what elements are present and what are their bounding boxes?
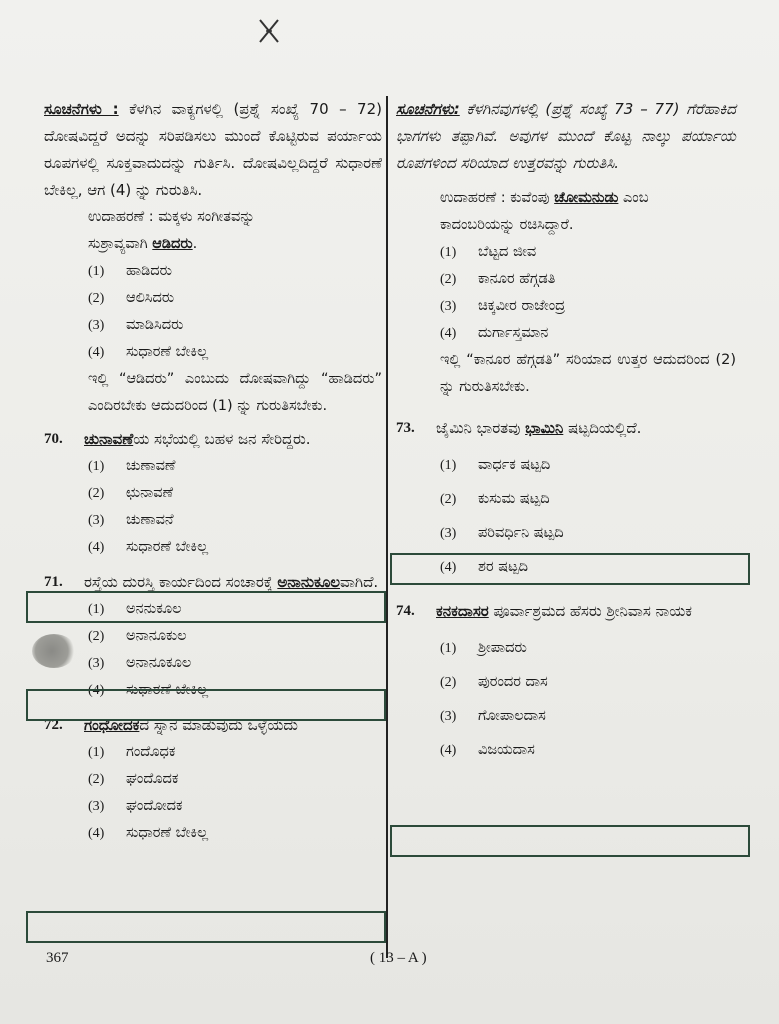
option-item-selected[interactable] xyxy=(44,534,382,561)
option-text: ವಾರ್ಧಕ ಷಟ್ಪದಿ xyxy=(478,456,551,473)
right-example-pre: ಉದಾಹರಣೆ : ಕುವೆಂಪು xyxy=(440,190,555,206)
right-column xyxy=(396,96,736,767)
question-rest: ವಾಗಿದೆ. xyxy=(340,573,379,591)
left-example-underlined-word: ಆಡಿದರು xyxy=(152,236,193,252)
option-item-selected[interactable] xyxy=(396,665,736,699)
option-item[interactable] xyxy=(396,482,736,516)
q72-options xyxy=(44,739,382,847)
answer-box-q71 xyxy=(26,689,386,721)
option-number: (2) xyxy=(88,629,105,644)
option-item xyxy=(44,258,382,285)
option-text: ವಿಜಯದಾಸ xyxy=(478,741,535,758)
option-text: ಘಂದೋದಕ xyxy=(126,798,183,814)
option-text: ಚುಣಾವನೆ xyxy=(126,512,174,528)
question-text xyxy=(436,415,736,442)
option-number: (1) xyxy=(440,245,457,260)
q70-options xyxy=(44,453,382,561)
option-number: (3) xyxy=(440,525,457,541)
answer-box-q72 xyxy=(26,911,386,943)
right-example-post: ಎಂಬ xyxy=(618,190,649,206)
option-number: (3) xyxy=(440,708,457,724)
question-73 xyxy=(396,415,736,442)
option-text: ಕಾನೂರ ಹೆಗ್ಗಡತಿ xyxy=(478,271,556,287)
option-item[interactable] xyxy=(44,739,382,766)
option-text: ಗೋಪಾಲದಾಸ xyxy=(478,707,546,724)
option-text: ಸುಧಾರಣೆ ಬೇಕಿಲ್ಲ xyxy=(126,825,209,841)
option-number: (2) xyxy=(88,291,105,306)
option-item[interactable] xyxy=(396,699,736,733)
option-number: (4) xyxy=(440,559,457,575)
option-number: (1) xyxy=(88,264,105,279)
option-text: ಛುನಾವಣೆ xyxy=(126,485,174,501)
left-example-line2 xyxy=(44,231,382,258)
right-instructions-label: ಸೂಚನೆಗಳು: xyxy=(396,100,460,118)
option-number: (1) xyxy=(88,459,105,474)
right-example-underlined-word: ಚೋಮನುಡು xyxy=(554,190,619,206)
option-number: (4) xyxy=(88,540,105,555)
question-underlined-word: ಭಾಮಿನಿ xyxy=(525,419,564,437)
right-instructions-text: ಕೆಳಗಿನವುಗಳಲ್ಲಿ (ಪ್ರಶ್ನೆ ಸಂಖ್ಯೆ 73 – 77) ಗೆರೆಹಾಕಿದ ಭಾಗಗಳು ತಪ್ಪಾಗಿವೆ. ಅವುಗಳ ಮುಂದೆ ಕೊಟ್ಟ ನಾಲ್ಕು ಪರ್ಯಾಯ ರೂಪಗಳಿಂದ ಸರಿಯಾದ ಉತ್ತರವನ್ನು ಗುರುತಿಸಿ. xyxy=(396,100,736,172)
option-text: ಹಾಡಿದರು xyxy=(126,263,172,279)
option-text: ಗಂದೊಧಕ xyxy=(126,744,176,760)
option-text: ಮಾಡಿಸಿದರು xyxy=(126,317,184,333)
option-item xyxy=(44,339,382,366)
answer-box-q73 xyxy=(390,553,750,585)
left-example-options xyxy=(44,258,382,366)
option-number: (2) xyxy=(88,772,105,787)
option-item[interactable] xyxy=(44,507,382,534)
question-pre: ಜೈಮಿನಿ ಭಾರತವು xyxy=(436,419,526,437)
option-number: (2) xyxy=(440,272,457,287)
option-text: ಬೆಟ್ಟದ ಜೀವ xyxy=(478,244,537,260)
option-number: (1) xyxy=(88,745,105,760)
option-text: ಅನನುಕೂಲ xyxy=(126,601,182,617)
left-column xyxy=(44,96,382,847)
option-number: (1) xyxy=(88,602,105,617)
option-text: ಚಿಕ್ಕವೀರ ರಾಜೇಂದ್ರ xyxy=(478,298,566,314)
option-item xyxy=(396,239,736,266)
option-number: (3) xyxy=(440,299,457,314)
question-underlined-word: ಕನಕದಾಸರ xyxy=(436,602,489,620)
option-item[interactable] xyxy=(44,623,382,650)
left-instructions-text: ಕೆಳಗಿನ ವಾಕ್ಯಗಳಲ್ಲಿ (ಪ್ರಶ್ನೆ ಸಂಖ್ಯೆ 70 – 72) ದೋಷವಿದ್ದರೆ ಅದನ್ನು ಸರಿಪಡಿಸಲು ಮುಂದೆ ಕೊಟ್ಟಿರುವ ಪರ್ಯಾಯ ರೂಪಗಳಲ್ಲಿ ಸೂಕ್ತವಾದುದನ್ನು ಗುರ್ತಿಸಿ. ದೋಷವಿಲ್ಲದಿದ್ದರೆ ಸುಧಾರಣೆ ಬೇಕಿಲ್ಲ, ಆಗ (4) ನ್ನು ಗುರುತಿಸಿ. xyxy=(44,100,382,199)
option-text: ಆಲಿಸಿದರು xyxy=(126,290,175,306)
option-number: (4) xyxy=(88,345,105,360)
right-example-line2: ಕಾದಂಬರಿಯನ್ನು ರಚಿಸಿದ್ದಾರೆ. xyxy=(440,217,574,233)
left-example-line2-post: . xyxy=(192,236,198,252)
question-number: 73. xyxy=(396,420,415,436)
left-example-line2-pre: ಸುಶ್ರಾವ್ಯವಾಗಿ xyxy=(88,236,153,252)
option-text: ಕುಸುಮ ಷಟ್ಪದಿ xyxy=(478,490,550,507)
option-text: ಚುಣಾವಣೆ xyxy=(126,458,176,474)
question-rest: ಷಟ್ಪದಿಯಲ್ಲಿದೆ. xyxy=(563,419,642,437)
question-74 xyxy=(396,598,736,625)
option-number: (2) xyxy=(88,486,105,501)
option-number: (2) xyxy=(440,674,457,690)
booklet-code: ( 13 – A ) xyxy=(370,950,427,966)
option-item[interactable] xyxy=(44,453,382,480)
option-text: ಸುಧಾರಣೆ ಬೇಕಿಲ್ಲ xyxy=(126,539,209,555)
left-instructions xyxy=(44,96,382,204)
question-rest: ಪೂರ್ವಾಶ್ರಮದ ಹೆಸರು ಶ್ರೀನಿವಾಸ ನಾಯಕ xyxy=(488,602,693,620)
question-text-main: ರಸ್ತೆಯ ದುರಸ್ತಿ ಕಾರ್ಯದಿಂದ ಸಂಚಾರಕ್ಕೆ xyxy=(84,573,273,591)
question-number: 72. xyxy=(44,717,63,733)
question-71-highlight-mark xyxy=(32,634,76,668)
option-item xyxy=(396,293,736,320)
question-rest: ದ ಸ್ನಾನ ಮಾಡುವುದು ಒಳ್ಳೆಯದು xyxy=(139,716,298,734)
question-text xyxy=(84,426,382,453)
option-item[interactable] xyxy=(396,733,736,767)
option-number: (4) xyxy=(440,326,457,341)
option-number: (4) xyxy=(88,683,105,698)
q74-options xyxy=(396,631,736,767)
option-item[interactable] xyxy=(396,516,736,550)
option-number: (2) xyxy=(440,491,457,507)
option-text: ದುರ್ಗಾಸ್ತಮಾನ xyxy=(478,325,549,341)
option-item-selected[interactable] xyxy=(396,448,736,482)
option-item xyxy=(396,320,736,347)
option-text: ಪರಿವರ್ಧಿನಿ ಷಟ್ಪದಿ xyxy=(478,524,564,541)
question-underlined-word: ಅನಾನುಕೂಲ xyxy=(277,573,340,591)
right-instructions xyxy=(396,96,736,177)
option-number: (1) xyxy=(440,457,457,473)
option-item[interactable] xyxy=(44,766,382,793)
question-number: 70. xyxy=(44,431,63,447)
option-text: ಪುರಂದರ ದಾಸ xyxy=(478,673,548,690)
option-text: ಅನಾನೂಕೂಲ xyxy=(126,655,192,671)
question-70 xyxy=(44,426,382,453)
right-example-line1 xyxy=(396,185,736,212)
option-item[interactable] xyxy=(44,480,382,507)
option-item[interactable] xyxy=(44,650,382,677)
right-example-explanation: ಇಲ್ಲಿ “ಕಾನೂರ ಹೆಗ್ಗಡತಿ” ಸರಿಯಾದ ಉತ್ತರ ಆದುದರಿಂದ (2) ನ್ನು ಗುರುತಿಸಬೇಕು. xyxy=(440,352,736,395)
column-divider xyxy=(386,96,388,958)
question-rest: ಯ ಸಭೆಯಲ್ಲಿ ಬಹಳ ಜನ ಸೇರಿದ್ದರು. xyxy=(133,430,311,448)
option-text: ಸುಧಾರಣೆ ಬೇಕಿಲ್ಲ xyxy=(126,344,209,360)
answer-box-q74 xyxy=(390,825,750,857)
left-instructions-label: ಸೂಚನೆಗಳು : xyxy=(44,100,119,118)
option-number: (1) xyxy=(440,640,457,656)
question-underlined-word: ಚುನಾವಣೆ xyxy=(84,430,134,448)
option-number: (4) xyxy=(440,742,457,758)
option-number: (3) xyxy=(88,318,105,333)
left-example-label: ಉದಾಹರಣೆ : ಮಕ್ಕಳು ಸಂಗೀತವನ್ನು xyxy=(88,209,255,225)
option-number: (3) xyxy=(88,656,105,671)
option-item xyxy=(44,312,382,339)
option-item-selected[interactable] xyxy=(44,820,382,847)
answer-box-q70 xyxy=(26,591,386,623)
option-item[interactable] xyxy=(44,793,382,820)
option-item xyxy=(396,266,736,293)
question-text xyxy=(436,598,736,625)
option-text: ಶರ ಷಟ್ಪದಿ xyxy=(478,558,529,575)
left-example-explanation: ಇಲ್ಲಿ “ಆಡಿದರು” ಎಂಬುದು ದೋಷವಾಗಿದ್ದು “ಹಾಡಿದರು” ಎಂದಿರಬೇಕು ಆದುದರಿಂದ (1) ನ್ನು ಗುರುತಿಸಬೇಕು. xyxy=(88,371,382,414)
option-text: ಶ್ರೀಪಾದರು xyxy=(478,639,527,656)
option-item[interactable] xyxy=(396,631,736,665)
option-number: (4) xyxy=(88,826,105,841)
option-text: ಸುಧಾರಣೆ ಬೇಕಿಲ್ಲ xyxy=(126,682,209,698)
option-item xyxy=(44,285,382,312)
question-number: 74. xyxy=(396,603,415,619)
option-text: ಅನಾನೂಕುಲ xyxy=(126,628,187,644)
page-number: 367 xyxy=(46,950,69,966)
question-number: 71. xyxy=(44,574,63,590)
option-number: (3) xyxy=(88,513,105,528)
option-text: ಘಂದೊದಕ xyxy=(126,771,179,787)
right-example-options xyxy=(396,239,736,347)
option-number: (3) xyxy=(88,799,105,814)
question-underlined-word: ಗಂಧೋದಕ xyxy=(84,716,140,734)
cross-mark-icon xyxy=(252,14,286,48)
